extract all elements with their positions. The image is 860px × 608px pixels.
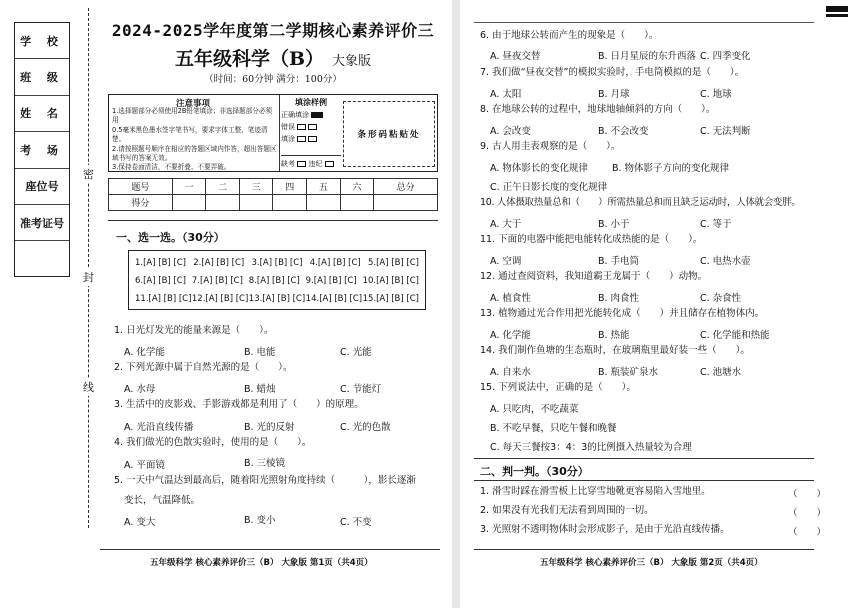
score-cell[interactable] <box>340 195 374 211</box>
question-option: A. 平面镜 <box>124 460 165 471</box>
question-option: A. 只吃肉，不吃蔬菜 <box>490 404 579 415</box>
question-option: B. 物体影子方向的变化规律 <box>612 163 730 174</box>
question-stem: 15. 下列说法中，正确的是（ ）。 <box>480 382 636 393</box>
seal-char: 线 <box>83 378 94 396</box>
question-option: A. 空调 <box>490 256 522 267</box>
judge-answer-paren[interactable]: （ ） <box>788 527 827 538</box>
info-field-blank <box>15 241 69 277</box>
answer-row <box>129 290 425 308</box>
exam-version: 大象版 <box>332 54 372 69</box>
notice-line: 2.请按照题号顺序在相应的答题区域内作答，超出答题区 <box>112 144 277 153</box>
score-value-row <box>109 195 438 211</box>
notice-line: 3.保持卷面清洁，不要折叠、不要弄破。 <box>112 163 231 172</box>
footer-divider <box>474 549 814 550</box>
question-option: A. 物体影长的变化规律 <box>490 163 588 174</box>
question-option: A. 太阳 <box>490 89 522 100</box>
question-option: B. 变小 <box>244 515 276 526</box>
seal-char: 密 <box>83 165 94 183</box>
question-option: A. 水母 <box>124 384 156 395</box>
score-cell[interactable] <box>374 195 438 211</box>
barcode-area: 条形码粘贴处 <box>343 101 435 167</box>
absent-row <box>281 155 341 170</box>
score-cell[interactable] <box>307 195 341 211</box>
question-stem: 11. 下面的电器中能把电能转化成热能的是（ ）。 <box>480 234 703 245</box>
score-header-cell: 总分 <box>374 179 438 195</box>
question-option: B. 光的反射 <box>244 422 295 433</box>
header-divider <box>474 22 814 23</box>
score-header-cell: 题号 <box>109 179 173 195</box>
question-option: C. 每天三餐按3：4：3的比例摄入热量较为合理 <box>490 442 692 453</box>
judge-statement: 1. 滑雪时踩在滑雪板上比穿雪地靴更容易陷入雪地里。 <box>480 486 711 497</box>
absent-label: 缺考 <box>281 160 295 168</box>
notice-body <box>112 107 277 173</box>
score-cell[interactable] <box>239 195 273 211</box>
section-divider <box>474 458 814 459</box>
question-option: C. 地球 <box>700 89 732 100</box>
question-option: B. 月球 <box>598 89 630 100</box>
question-option: A. 植食性 <box>490 293 531 304</box>
info-field: 准考证号 <box>15 205 69 241</box>
question-option: C. 池塘水 <box>700 367 742 378</box>
answer-choice[interactable]: 8.[A] [B] [C] <box>248 276 300 286</box>
answer-choice[interactable]: 4.[A] [B] [C] <box>309 258 361 268</box>
answer-choice[interactable]: 11.[A] [B] [C] <box>135 294 192 304</box>
question-stem: 7. 我们做“昼夜交替”的模拟实验时，手电筒模拟的是（ ）。 <box>480 67 745 78</box>
section1-title: 一、选一选。（30分） <box>116 231 225 244</box>
violation-label: 违纪 <box>308 160 323 168</box>
question-option: B. 三棱镜 <box>244 458 286 469</box>
question-option: B. 瓶装矿泉水 <box>598 367 659 378</box>
question-stem: 13. 植物通过光合作用把光能转化成（ ）并且储存在植物体内。 <box>480 308 765 319</box>
question-option: A. 化学能 <box>490 330 531 341</box>
section2-title: 二、判一判。（30分） <box>480 465 589 478</box>
question-stem: 6. 由于地球公转而产生的现象是（ ）。 <box>480 30 659 41</box>
scan-mark <box>826 14 848 17</box>
violation-box-icon <box>325 161 334 167</box>
notice-divider <box>279 95 280 171</box>
answer-sheet <box>128 250 426 310</box>
notice-box <box>108 94 438 172</box>
judge-answer-paren[interactable]: （ ） <box>788 508 827 519</box>
answer-choice[interactable]: 12.[A] [B] [C] <box>191 294 249 304</box>
question-option: A. 光沿直线传播 <box>124 422 194 433</box>
question-option: B. 电能 <box>244 347 276 358</box>
question-stem: 5. 一天中气温达到最高后，随着阳光照射角度持续（ ），影长逐渐 <box>114 475 416 486</box>
answer-choice[interactable]: 15.[A] [B] [C] <box>362 294 419 304</box>
fill-sample <box>281 97 341 170</box>
wrong-mark-icon <box>308 136 317 142</box>
notice-line: 1.选择题部分必须使用2B铅笔填涂；非选择题部分必须用 <box>112 107 273 125</box>
sample-wrong2-label: 填涂 <box>281 135 295 143</box>
judge-statement: 3. 光照射不透明物体时会形成影子，是由于光沿直线传播。 <box>480 524 730 535</box>
answer-row <box>129 272 425 290</box>
page-gutter <box>452 0 460 608</box>
exam-year-title: 2024-2025学年度第二学期核心素养评价三 <box>111 21 435 40</box>
question-option: C. 光能 <box>340 347 372 358</box>
page-footer: 五年级科学 核心素养评价三（B） 大象版 第1页（共4页） <box>150 558 373 568</box>
question-option: A. 会改变 <box>490 126 531 137</box>
wrong-mark-icon <box>308 124 317 130</box>
footer-divider <box>100 549 440 550</box>
notice-line: 域书写的答案无效。 <box>112 154 172 163</box>
question-stem: 3. 生活中的皮影戏、手影游戏都是利用了（ ）的原理。 <box>114 399 364 410</box>
question-stem: 2. 下列光源中属于自然光源的是（ ）。 <box>114 362 293 373</box>
absent-box-icon <box>297 161 306 167</box>
answer-choice[interactable]: 2.[A] [B] [C] <box>193 258 245 268</box>
score-header-cell: 五 <box>307 179 341 195</box>
score-header-cell: 一 <box>172 179 206 195</box>
question-option: C. 无法判断 <box>700 126 751 137</box>
question-option: C. 光的色散 <box>340 422 391 433</box>
question-stem: 9. 古人用圭表观察的是（ ）。 <box>480 141 621 152</box>
question-option: C. 化学能和热能 <box>700 330 770 341</box>
answer-choice[interactable]: 7.[A] [B] [C] <box>191 276 243 286</box>
sample-wrong2-row <box>281 133 341 145</box>
wrong-mark-icon <box>297 136 306 142</box>
answer-choice[interactable]: 3.[A] [B] [C] <box>251 258 303 268</box>
question-option: C. 等于 <box>700 219 732 230</box>
score-header-cell: 四 <box>273 179 307 195</box>
question-stem: 12. 通过查阅资料，我知道霸王龙属于（ ）动物。 <box>480 271 708 282</box>
question-option: C. 正午日影长度的变化规律 <box>490 182 608 193</box>
question-option: A. 昼夜交替 <box>490 51 541 62</box>
question-option: B. 不吃早餐，只吃午餐和晚餐 <box>490 423 617 434</box>
info-field: 考 场 <box>15 132 69 168</box>
question-stem: 1. 日光灯发光的能量来源是（ ）。 <box>114 325 274 336</box>
answer-choice[interactable]: 5.[A] [B] [C] <box>368 258 419 268</box>
sample-correct-label: 正确填涂 <box>281 111 309 119</box>
right-page <box>462 0 860 608</box>
question-option: A. 变大 <box>124 517 156 528</box>
question-option: B. 日月星辰的东升西落 <box>598 51 697 62</box>
score-cell[interactable] <box>206 195 240 211</box>
question-option: B. 热能 <box>598 330 630 341</box>
sample-correct-row <box>281 109 341 121</box>
info-field: 座位号 <box>15 169 69 205</box>
exam-subject: 五年级科学（B） <box>174 48 325 70</box>
info-field: 班 级 <box>15 59 69 95</box>
question-option: A. 自来水 <box>490 367 531 378</box>
answer-choice[interactable]: 6.[A] [B] [C] <box>135 276 186 286</box>
score-header-row <box>109 179 438 195</box>
question-option: A. 大于 <box>490 219 522 230</box>
question-stem: 4. 我们做光的色散实验时，使用的是（ ）。 <box>114 437 312 448</box>
student-info-strip <box>14 22 70 277</box>
section-divider <box>474 480 814 481</box>
notice-heading: 注意事项 <box>175 99 210 109</box>
question-option: C. 杂食性 <box>700 293 742 304</box>
judge-answer-paren[interactable]: （ ） <box>788 489 827 500</box>
question-option: C. 节能灯 <box>340 384 382 395</box>
question-option: B. 小于 <box>598 219 630 230</box>
info-field: 姓 名 <box>15 96 69 132</box>
question-option: B. 不会改变 <box>598 126 649 137</box>
answer-choice[interactable]: 1.[A] [B] [C] <box>135 258 186 268</box>
question-option: C. 不变 <box>340 517 372 528</box>
notice-line: 0.5毫米黑色墨水签字笔书写，要求字体工整、笔迹清楚。 <box>112 125 268 144</box>
answer-choice[interactable]: 10.[A] [B] [C] <box>362 276 419 286</box>
page-footer: 五年级科学 核心素养评价三（B） 大象版 第2页（共4页） <box>540 558 763 568</box>
score-table <box>108 178 438 211</box>
answer-choice[interactable]: 13.[A] [B] [C] <box>248 294 306 304</box>
sample-wrong-row <box>281 121 341 133</box>
score-row-label: 得分 <box>109 195 173 211</box>
question-stem: 14. 我们制作鱼塘的生态瓶时，在玻璃瓶里最好装一些（ ）。 <box>480 345 750 356</box>
score-header-cell: 二 <box>206 179 240 195</box>
question-stem-continued: 变长，气温降低。 <box>124 495 201 506</box>
sample-wrong-label: 错误 <box>281 123 295 131</box>
answer-choice[interactable]: 9.[A] [B] [C] <box>305 276 357 286</box>
score-cell[interactable] <box>172 195 206 211</box>
question-option: C. 四季变化 <box>700 51 751 62</box>
scan-mark <box>826 6 848 12</box>
question-option: B. 手电筒 <box>598 256 640 267</box>
exam-meta: （时间：60分钟 满分：100分） <box>204 74 342 85</box>
score-header-cell: 六 <box>340 179 374 195</box>
question-option: A. 化学能 <box>124 347 165 358</box>
score-header-cell: 三 <box>239 179 273 195</box>
question-stem: 8. 在地球公转的过程中，地球地轴倾斜的方向（ ）。 <box>480 104 716 115</box>
question-option: B. 肉食性 <box>598 293 640 304</box>
info-field: 学 校 <box>15 23 69 59</box>
answer-row <box>129 254 425 272</box>
question-option: B. 蜡烛 <box>244 384 276 395</box>
judge-statement: 2. 如果没有光我们无法看到周围的一切。 <box>480 505 654 516</box>
exam-main-title <box>108 44 438 71</box>
question-option: C. 电热水壶 <box>700 256 751 267</box>
section-divider <box>108 220 438 221</box>
answer-choice[interactable]: 14.[A] [B] [C] <box>305 294 363 304</box>
wrong-mark-icon <box>297 124 306 130</box>
score-cell[interactable] <box>273 195 307 211</box>
sample-heading: 填涂样例 <box>295 98 327 107</box>
seal-char: 封 <box>83 268 94 286</box>
filled-mark-icon <box>311 112 323 118</box>
question-stem: 10. 人体摄取热量总和（ ）所需热量总和而且缺乏运动时，人体就会变胖。 <box>480 197 801 208</box>
